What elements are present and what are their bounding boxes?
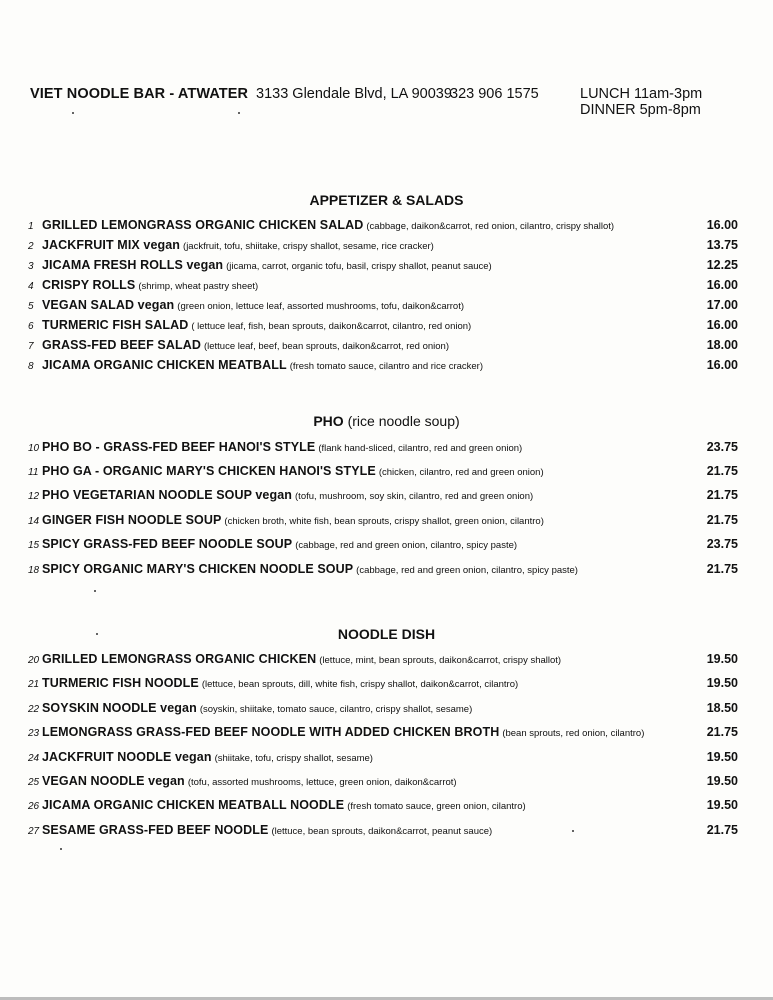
item-number: 6	[28, 321, 34, 332]
item-price: 16.00	[706, 358, 738, 372]
lunch-hours: LUNCH 11am-3pm	[580, 86, 703, 102]
item-price: 19.50	[706, 798, 738, 812]
item-price: 21.75	[706, 488, 738, 502]
opening-hours	[580, 86, 702, 118]
item-name: GRILLED LEMONGRASS ORGANIC CHICKEN SALAD	[42, 218, 364, 232]
item-name-line	[42, 488, 533, 502]
item-name-line	[42, 278, 258, 292]
item-name-line	[42, 218, 614, 232]
menu-item	[28, 562, 738, 580]
item-description: (soyskin, shiitake, tomato sauce, cilantro, crispy shallot, sesame)	[199, 704, 473, 715]
item-name: GRASS-FED BEEF SALAD	[42, 338, 201, 352]
menu-item	[28, 298, 738, 316]
item-price: 21.75	[706, 823, 738, 837]
menu-item	[28, 774, 738, 792]
item-price: 13.75	[706, 238, 738, 252]
item-name-line	[42, 238, 434, 252]
scan-speck	[94, 590, 96, 592]
item-name: TURMERIC FISH SALAD	[42, 318, 189, 332]
menu-item	[28, 318, 738, 336]
item-price: 23.75	[706, 440, 738, 454]
item-name: GRILLED LEMONGRASS ORGANIC CHICKEN	[42, 652, 317, 666]
item-price: 23.75	[706, 537, 738, 551]
item-name-line	[42, 358, 483, 372]
section-title-text: PHO	[313, 413, 344, 429]
item-price: 19.50	[706, 652, 738, 666]
section-title-appetizers	[0, 192, 773, 208]
item-description: (lettuce, bean sprouts, daikon&carrot, peanut sauce)	[271, 826, 493, 837]
item-name: SPICY GRASS-FED BEEF NOODLE SOUP	[42, 537, 293, 551]
item-description: (chicken broth, white fish, bean sprouts, crispy shallot, green onion, cilantro)	[224, 516, 544, 527]
item-number: 15	[28, 540, 40, 551]
item-price: 17.00	[706, 298, 738, 312]
item-description: (chicken, cilantro, red and green onion)	[378, 467, 544, 478]
item-number: 26	[28, 801, 40, 812]
menu-item	[28, 513, 738, 531]
item-name-line	[42, 652, 561, 666]
menu-item	[28, 258, 738, 276]
item-name: TURMERIC FISH NOODLE	[42, 676, 199, 690]
item-name: VEGAN NOODLE vegan	[42, 774, 185, 788]
item-description: (lettuce, bean sprouts, dill, white fish, crispy shallot, daikon&carrot, cilantro)	[201, 679, 519, 690]
item-number: 25	[28, 777, 40, 788]
scan-speck	[60, 848, 62, 850]
restaurant-phone: 323 906 1575	[450, 86, 539, 102]
item-number: 1	[28, 221, 34, 232]
item-description: (fresh tomato sauce, cilantro and rice cracker)	[289, 361, 484, 372]
item-name: VEGAN SALAD vegan	[42, 298, 175, 312]
item-description: (shrimp, wheat pastry sheet)	[138, 281, 259, 292]
item-number: 22	[28, 704, 40, 715]
item-description: (flank hand-sliced, cilantro, red and green onion)	[318, 443, 523, 454]
item-price: 16.00	[706, 278, 738, 292]
menu-item	[28, 218, 738, 236]
item-name: JICAMA FRESH ROLLS vegan	[42, 258, 224, 272]
item-name-line	[42, 676, 518, 690]
item-name: SPICY ORGANIC MARY'S CHICKEN NOODLE SOUP	[42, 562, 354, 576]
item-name-line	[42, 562, 578, 576]
menu-item	[28, 338, 738, 356]
item-description: ( lettuce leaf, fish, bean sprouts, daikon&carrot, cilantro, red onion)	[191, 321, 472, 332]
item-price: 19.50	[706, 774, 738, 788]
scan-speck	[96, 633, 98, 635]
item-number: 14	[28, 516, 40, 527]
menu-item	[28, 823, 738, 841]
item-name-line	[42, 464, 544, 478]
item-description: (cabbage, daikon&carrot, red onion, cilantro, crispy shallot)	[366, 221, 615, 232]
item-number: 20	[28, 655, 40, 666]
menu-item	[28, 676, 738, 694]
menu-item	[28, 440, 738, 458]
item-number: 4	[28, 281, 34, 292]
item-name-line	[42, 774, 457, 788]
item-name: PHO VEGETARIAN NOODLE SOUP vegan	[42, 488, 293, 502]
item-number: 18	[28, 565, 40, 576]
menu-item	[28, 464, 738, 482]
restaurant-name: VIET NOODLE BAR - ATWATER	[30, 86, 249, 102]
item-name: PHO GA - ORGANIC MARY'S CHICKEN HANOI'S STYLE	[42, 464, 376, 478]
item-price: 16.00	[706, 218, 738, 232]
item-price: 21.75	[706, 513, 738, 527]
section-title-noodle-dish	[0, 626, 773, 642]
item-description: (tofu, assorted mushrooms, lettuce, green onion, daikon&carrot)	[187, 777, 457, 788]
item-description: (cabbage, red and green onion, cilantro, spicy paste)	[356, 565, 578, 576]
item-price: 16.00	[706, 318, 738, 332]
item-name-line	[42, 338, 449, 352]
item-description: (jicama, carrot, organic tofu, basil, crispy shallot, peanut sauce)	[226, 261, 492, 272]
item-price: 21.75	[706, 562, 738, 576]
item-price: 21.75	[706, 464, 738, 478]
menu-item	[28, 750, 738, 768]
menu-item	[28, 701, 738, 719]
item-name: JICAMA ORGANIC CHICKEN MEATBALL NOODLE	[42, 798, 345, 812]
item-number: 23	[28, 728, 40, 739]
menu-item	[28, 358, 738, 376]
scan-speck	[572, 830, 574, 832]
item-name: PHO BO - GRASS-FED BEEF HANOI'S STYLE	[42, 440, 316, 454]
item-number: 3	[28, 261, 34, 272]
item-description: (jackfruit, tofu, shiitake, crispy shallot, sesame, rice cracker)	[183, 241, 434, 252]
item-price: 21.75	[706, 725, 738, 739]
item-name: SOYSKIN NOODLE vegan	[42, 701, 197, 715]
item-price: 12.25	[706, 258, 738, 272]
item-price: 19.50	[706, 750, 738, 764]
item-description: (fresh tomato sauce, green onion, cilantro)	[347, 801, 526, 812]
item-number: 27	[28, 826, 40, 837]
item-number: 8	[28, 361, 34, 372]
item-number: 10	[28, 443, 40, 454]
item-name-line	[42, 701, 472, 715]
item-number: 2	[28, 241, 34, 252]
menu-item	[28, 238, 738, 256]
item-number: 21	[28, 679, 40, 690]
item-price: 19.50	[706, 676, 738, 690]
item-name-line	[42, 258, 492, 272]
item-price: 18.00	[706, 338, 738, 352]
item-number: 5	[28, 301, 34, 312]
item-name: GINGER FISH NOODLE SOUP	[42, 513, 222, 527]
item-description: (lettuce, mint, bean sprouts, daikon&carrot, crispy shallot)	[319, 655, 562, 666]
item-number: 24	[28, 753, 40, 764]
item-description: (cabbage, red and green onion, cilantro, spicy paste)	[295, 540, 518, 551]
item-name: CRISPY ROLLS	[42, 278, 136, 292]
item-name: JACKFRUIT MIX vegan	[42, 238, 181, 252]
item-name-line	[42, 298, 464, 312]
section-subtitle: (rice noodle soup)	[347, 413, 460, 429]
item-name-line	[42, 798, 526, 812]
item-number: 12	[28, 491, 40, 502]
section-title-text: NOODLE DISH	[337, 626, 436, 642]
menu-item	[28, 537, 738, 555]
scan-speck	[72, 112, 74, 114]
item-name-line	[42, 513, 544, 527]
restaurant-address: 3133 Glendale Blvd, LA 90039	[256, 86, 452, 102]
item-name-line	[42, 440, 522, 454]
item-description: (bean sprouts, red onion, cilantro)	[502, 728, 645, 739]
dinner-hours: DINNER 5pm-8pm	[580, 102, 701, 118]
menu-item	[28, 278, 738, 296]
scan-speck	[238, 112, 240, 114]
item-number: 7	[28, 341, 34, 352]
item-name-line	[42, 725, 644, 739]
item-description: (shiitake, tofu, crispy shallot, sesame)	[214, 753, 373, 764]
item-name: JACKFRUIT NOODLE vegan	[42, 750, 212, 764]
menu-item	[28, 488, 738, 506]
menu-header	[30, 86, 710, 126]
item-name-line	[42, 823, 492, 837]
item-name-line	[42, 750, 373, 764]
item-description: (lettuce leaf, beef, bean sprouts, daikon&carrot, red onion)	[203, 341, 449, 352]
item-price: 18.50	[706, 701, 738, 715]
section-title-text: APPETIZER & SALADS	[309, 192, 464, 208]
section-title-pho	[0, 413, 773, 429]
item-name: SESAME GRASS-FED BEEF NOODLE	[42, 823, 269, 837]
item-number: 11	[28, 467, 39, 478]
menu-item	[28, 725, 738, 743]
item-description: (tofu, mushroom, soy skin, cilantro, red and green onion)	[295, 491, 534, 502]
item-description: (green onion, lettuce leaf, assorted mushrooms, tofu, daikon&carrot)	[177, 301, 465, 312]
item-name: JICAMA ORGANIC CHICKEN MEATBALL	[42, 358, 287, 372]
item-name: LEMONGRASS GRASS-FED BEEF NOODLE WITH ADDED CHICKEN BROTH	[42, 725, 500, 739]
item-name-line	[42, 537, 517, 551]
menu-item	[28, 652, 738, 670]
menu-item	[28, 798, 738, 816]
item-name-line	[42, 318, 471, 332]
